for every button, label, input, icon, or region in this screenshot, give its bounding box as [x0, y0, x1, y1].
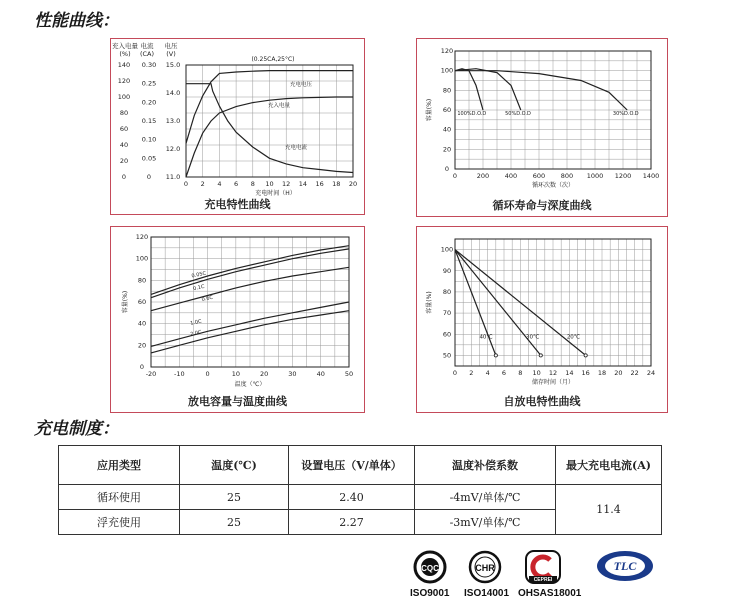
x-tick-label: 20: [348, 180, 358, 188]
x-tick-label: 10: [265, 180, 274, 188]
x-tick-label: 4: [485, 369, 490, 377]
table-cell: 25: [180, 485, 289, 510]
cert-label-iso9001: ISO9001: [410, 588, 450, 599]
series-label-dod-100: 100%D.O.D: [457, 110, 487, 117]
x-tick-label: 20: [260, 370, 269, 378]
series-label: 0.6C: [201, 294, 214, 303]
x-tick-label: 6: [234, 180, 239, 188]
x-tick-label: -20: [145, 370, 157, 378]
y-tick-label: 50: [442, 351, 452, 360]
axis-header: 电压: [164, 42, 178, 50]
y-tick-label: 60: [137, 298, 147, 306]
cycle-life-chart: [417, 39, 667, 216]
x-tick-label: 0: [452, 369, 458, 377]
x-tick-label: 14: [298, 180, 308, 188]
x-tick-label: 14: [565, 369, 574, 377]
x-tick-label: 20: [614, 369, 623, 377]
x-axis-label: 循环次数（次）: [531, 182, 575, 189]
performance-heading: 性能曲线：: [34, 11, 119, 31]
series-label: 2.0C: [189, 329, 203, 338]
series-label-dod-30: 30%D.O.D: [612, 110, 639, 117]
series-label: 30℃: [525, 334, 540, 341]
table-cell: 25: [180, 510, 289, 535]
x-tick-label: 16: [315, 180, 324, 188]
axis-unit: (CA): [139, 50, 155, 58]
capacity-tick-label: 140: [117, 61, 131, 69]
table-cell: 循环使用: [59, 485, 180, 510]
x-tick-label: 0: [452, 172, 458, 180]
table-cell: 2.40: [289, 485, 415, 510]
x-tick-label: 50: [344, 370, 354, 378]
charging-spec-table: [58, 445, 662, 535]
capacity-tick-label: 100: [117, 93, 131, 101]
voltage-tick-label: 14.0: [165, 89, 181, 97]
series-endpoint: [584, 354, 587, 357]
charging-heading: 充电制度：: [34, 419, 119, 439]
y-tick-label: 0: [139, 363, 145, 371]
y-tick-label: 40: [137, 319, 147, 328]
y-tick-label: 80: [442, 86, 452, 95]
series-label-dod-50: 50%D.O.D: [505, 110, 531, 117]
series-label-capacity: 充入电量: [267, 103, 291, 109]
y-axis-label: 容量(%): [122, 290, 129, 314]
chart-caption: 充电特性曲线: [204, 198, 271, 211]
y-tick-label: 20: [137, 341, 147, 350]
series-label-voltage: 充电电压: [289, 82, 313, 88]
y-tick-label: 60: [442, 330, 452, 339]
voltage-tick-label: 12.0: [165, 145, 181, 153]
x-tick-label: 10: [532, 369, 541, 377]
charging-characteristic-chart: [111, 39, 364, 214]
current-tick-label: 0.05: [141, 154, 157, 163]
x-tick-label: 16: [581, 369, 590, 377]
x-tick-label: 0: [205, 370, 210, 378]
x-tick-label: 400: [504, 172, 518, 180]
max-current-cell: 11.4: [556, 485, 662, 535]
table-cell: 2.27: [289, 510, 415, 535]
capacity-tick-label: 60: [119, 125, 129, 133]
y-tick-label: 70: [442, 309, 452, 318]
header-cell: 温度补偿系数: [415, 446, 556, 485]
y-tick-label: 100: [440, 66, 454, 75]
header-cell: 最大充电电流(A): [556, 446, 662, 485]
current-tick-label: 0.30: [141, 61, 157, 69]
voltage-tick-label: 15.0: [165, 61, 181, 69]
y-tick-label: 120: [440, 47, 454, 55]
capacity-tick-label: 20: [119, 157, 129, 165]
x-tick-label: 2: [200, 180, 205, 188]
capacity-tick-label: 0: [121, 173, 127, 181]
series-label: 40℃: [479, 334, 493, 341]
cert-label-iso14001: ISO14001: [464, 588, 510, 599]
x-tick-label: 2: [469, 369, 474, 377]
series-label-current: 充电电流: [284, 145, 308, 151]
series-endpoint: [539, 354, 542, 357]
self-discharge-chart: [417, 227, 667, 412]
voltage-tick-label: 11.0: [165, 173, 181, 181]
x-axis-label: 储存时间（月）: [531, 379, 575, 386]
cycle-life-panel: [416, 38, 668, 217]
x-tick-label: 18: [597, 369, 607, 377]
y-tick-label: 120: [135, 233, 149, 241]
series-label: 0.1C: [192, 283, 206, 293]
charging-characteristic-panel: [110, 38, 365, 215]
temperature-capacity-panel: [110, 226, 365, 413]
header-cell: 温度(℃): [180, 446, 289, 485]
capacity-tick-label: 40: [119, 141, 129, 149]
x-axis-label: 充电时间（H）: [255, 190, 296, 197]
temperature-capacity-chart: [111, 227, 364, 412]
x-tick-label: 6: [501, 369, 507, 377]
y-tick-label: 60: [442, 106, 452, 114]
x-tick-label: 18: [332, 180, 341, 188]
table-cell: -3mV/单体/℃: [415, 510, 556, 535]
axis-header: 充入电量: [112, 42, 138, 50]
y-tick-label: 80: [137, 276, 147, 285]
current-tick-label: 0: [146, 173, 152, 181]
x-tick-label: 600: [532, 172, 546, 180]
series-label: 20℃: [566, 334, 581, 341]
capacity-tick-label: 120: [117, 77, 131, 85]
x-tick-label: 12: [548, 369, 558, 377]
table-row: [59, 485, 662, 510]
axis-unit: (V): [166, 50, 176, 58]
y-tick-label: 100: [135, 254, 149, 263]
x-tick-label: 1200: [614, 172, 632, 180]
x-tick-label: 200: [476, 172, 490, 180]
cert-logo-row: [400, 548, 670, 588]
header-cell: 应用类型: [59, 446, 180, 485]
x-tick-label: 40: [316, 370, 325, 378]
x-tick-label: 0: [183, 180, 189, 188]
y-tick-label: 80: [442, 287, 452, 296]
certification-logos: [400, 548, 670, 608]
table-cell: 浮充使用: [59, 510, 180, 535]
capacity-tick-label: 80: [119, 109, 129, 117]
x-tick-label: 1000: [586, 172, 604, 180]
current-tick-label: 0.20: [141, 98, 157, 107]
y-tick-label: 0: [444, 165, 450, 173]
chart-title: (0.25CA,25°C): [251, 56, 295, 63]
table-header-row: [59, 446, 662, 485]
svg-text:TLC: TLC: [613, 559, 637, 573]
chart-caption: 放电容量与温度曲线: [188, 395, 287, 408]
x-axis-label: 温度（℃）: [234, 381, 266, 388]
x-tick-label: 4: [217, 180, 222, 188]
chr-logo-icon: [470, 552, 500, 582]
y-tick-label: 100: [440, 245, 454, 254]
voltage-tick-label: 13.0: [165, 117, 181, 125]
current-tick-label: 0.10: [141, 135, 157, 144]
series-endpoint: [494, 354, 497, 357]
x-tick-label: 30: [288, 370, 297, 378]
cert-label-ohsas18001: OHSAS18001: [518, 588, 582, 599]
chart-caption: 循环寿命与深度曲线: [492, 199, 592, 212]
tlc-logo-icon: [597, 551, 653, 581]
y-tick-label: 40: [442, 125, 452, 134]
current-tick-label: 0.15: [141, 117, 157, 125]
cqc-logo-icon: [415, 552, 445, 582]
x-tick-label: 8: [518, 369, 523, 377]
x-tick-label: 1400: [642, 172, 660, 180]
svg-text:CHR: CHR: [475, 563, 495, 573]
y-tick-label: 90: [442, 266, 452, 275]
header-cell: 设置电压（V/单体）: [289, 446, 415, 485]
x-tick-label: 800: [560, 172, 574, 180]
axis-unit: (%): [119, 50, 131, 58]
series-label: 0.05C: [191, 270, 207, 280]
ceprei-logo-icon: [526, 551, 560, 583]
x-tick-label: 24: [646, 369, 656, 377]
svg-text:CEPREI: CEPREI: [533, 577, 553, 583]
x-tick-label: -10: [173, 370, 185, 378]
x-tick-label: 12: [282, 180, 291, 188]
y-axis-label: 容量(%): [426, 291, 433, 314]
y-tick-label: 20: [442, 145, 452, 154]
series-label: 1.0C: [189, 318, 203, 327]
x-tick-label: 10: [231, 370, 240, 378]
self-discharge-panel: [416, 226, 668, 413]
axis-header: 电流: [140, 42, 154, 50]
x-tick-label: 22: [630, 369, 639, 377]
svg-text:CQC: CQC: [421, 564, 439, 573]
current-tick-label: 0.25: [141, 79, 157, 88]
table-cell: -4mV/单体/℃: [415, 485, 556, 510]
y-axis-label: 容量(%): [426, 98, 433, 122]
x-tick-label: 8: [250, 180, 255, 188]
chart-caption: 自放电特性曲线: [503, 395, 581, 408]
